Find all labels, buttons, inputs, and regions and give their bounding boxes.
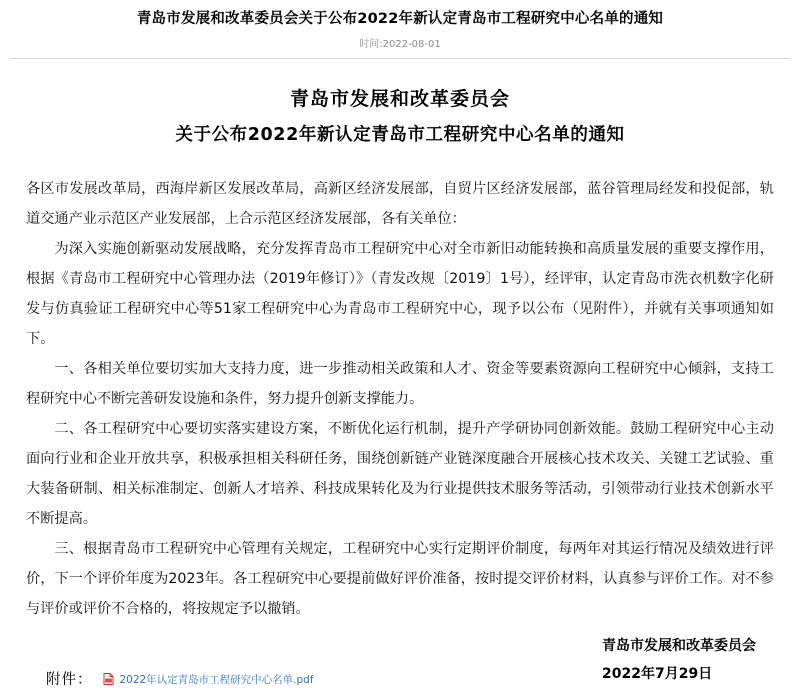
document-title-line1: 青岛市发展和改革委员会: [289, 88, 510, 111]
paragraph-item-2: 二、各工程研究中心要切实落实建设方案，不断优化运行机制，提升产学研协同创新效能。鼓励工程研究中心主动面向行业和企业开放共享，积极承担相关科研任务，围绕创新链产业链深度融合开展核心技术攻关、关键工艺试验、重大装备研制、相关标准制定、创新人才培养、科技成果转化及为行业提供技术服务等活动，引领带动行业技术创新水平不断提高。: [26, 421, 774, 528]
paragraph-item-3: 三、根据青岛市工程研究中心管理有关规定，工程研究中心实行定期评价制度，每两年对其运行情况及绩效进行评价，下一个评价年度为2023年。各工程研究中心要提前做好评价准备，按时提交评价材料，认真参与评价工作。对不参与评价或评价不合格的，将按规定予以撤销。: [26, 541, 774, 618]
signature-block: [602, 632, 756, 688]
document-body: [0, 59, 800, 692]
signature-org: 青岛市发展和改革委员会: [602, 638, 756, 654]
pdf-icon: [103, 670, 114, 682]
document-title-line2: 关于公布2022年新认定青岛市工程研究中心名单的通知: [175, 124, 625, 145]
paragraph-intro: 为深入实施创新驱动发展战略，充分发挥青岛市工程研究中心对全市新旧动能转换和高质量发展的重要支撑作用，根据《青岛市工程研究中心管理办法（2019年修订）》（青发改规〔2019〕1号），经评审，认定青岛市洗衣机数字化研发与仿真验证工程研究中心等51家工程研究中心为青岛市工程研究中心，现予以公布（见附件），并就有关事项通知如下。: [26, 241, 774, 348]
document-title-block: [26, 85, 774, 148]
attachment-file-name: 2022年认定青岛市工程研究中心名单.pdf: [119, 674, 314, 687]
paragraph-item-1: 一、各相关单位要切实加大支持力度，进一步推动相关政策和人才、资金等要素资源向工程研究中心倾斜，支持工程研究中心不断完善研发设施和条件，努力提升创新支撑能力。: [26, 361, 774, 408]
publish-time: 时间:2022-08-01: [359, 39, 441, 51]
signature-date: 2022年7月29日: [602, 666, 713, 682]
document-content: [26, 174, 774, 624]
document-header: [0, 0, 800, 54]
attachment-label: 附件：: [46, 672, 93, 689]
paragraph-recipients: 各区市发展改革局，西海岸新区发展改革局，高新区经济发展部，自贸片区经济发展部，蓝谷管理局经发和投促部，轨道交通产业示范区产业发展部，上合示范区经济发展部，各有关单位：: [26, 181, 774, 228]
page-title: 青岛市发展和改革委员会关于公布2022年新认定青岛市工程研究中心名单的通知: [136, 11, 664, 27]
attachment-link[interactable]: [103, 674, 313, 686]
